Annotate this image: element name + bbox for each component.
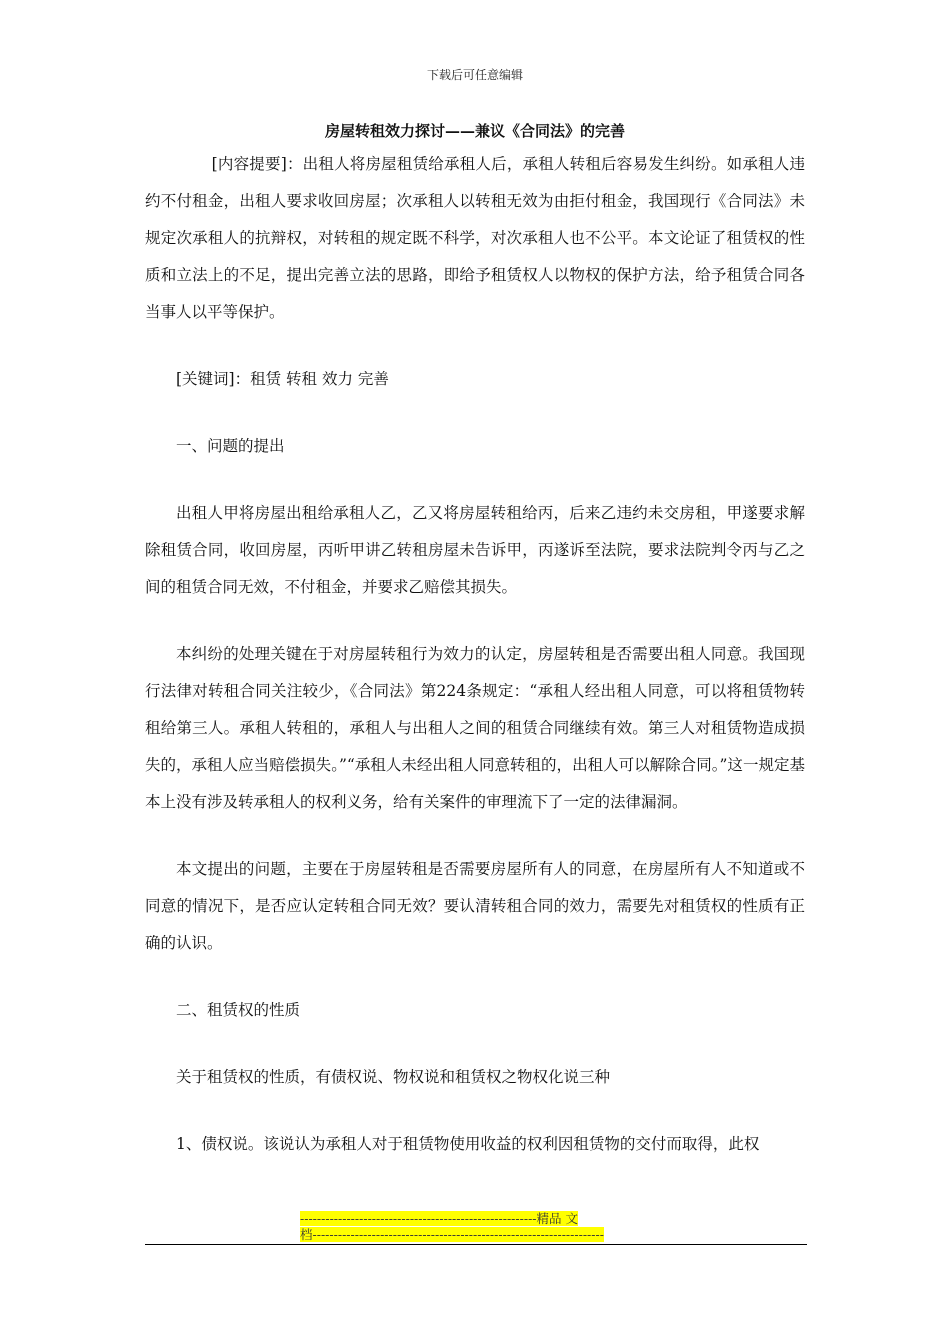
section-heading-1: 一、问题的提出 [176,437,285,455]
keywords-paragraph: [关键词]：租赁 转租 效力 完善 [176,370,389,388]
footer-highlight [300,1211,652,1243]
body-paragraph: 本纠纷的处理关键在于对房屋转租行为效力的认定，房屋转租是否需要出租人同意。我国现行法律对转租合同关注较少，《合同法》第224条规定：“承租人经出租人同意，可以将租赁物转租给第三人。承租人转租的，承租人与出租人之间的租赁合同继续有效。第三人对租赁物造成损失的，承租人应当赔偿损失。”“承租人未经出租人同意转租的，出租人可以解除合同。”这一规定基本上没有涉及转承租人的权利义务，给有关案件的审理流下了一定的法律漏洞。 [145,645,805,811]
body-paragraph: 本文提出的问题，主要在于房屋转租是否需要房屋所有人的同意，在房屋所有人不知道或不同意的情况下，是否应认定转租合同无效？要认清转租合同的效力，需要先对租赁权的性质有正确的认识。 [145,860,805,952]
body-paragraph: 1、债权说。该说认为承租人对于租赁物使用收益的权利因租赁物的交付而取得，此权 [176,1135,760,1153]
footer-rule [145,1244,807,1245]
body-paragraph: 关于租赁权的性质，有债权说、物权说和租赁权之物权化说三种 [176,1068,611,1086]
document-body [145,146,805,1163]
document-title: 房屋转租效力探讨——兼议《合同法》的完善 [324,122,625,140]
abstract-paragraph: [内容提要]：出租人将房屋租赁给承租人后，承租人转租后容易发生纠纷。如承租人违约不付租金，出租人要求收回房屋；次承租人以转租无效为由拒付租金，我国现行《合同法》未规定次承租人的抗辩权，对转租的规定既不科学，对次承租人也不公平。本文论证了租赁权的性质和立法上的不足，提出完善立法的思路，即给予租赁权人以物权的保护方法，给予租赁合同各当事人以平等保护。 [145,155,805,321]
body-paragraph: 出租人甲将房屋出租给承租人乙，乙又将房屋转租给丙，后来乙违约未交房租，甲遂要求解除租赁合同，收回房屋，丙听甲讲乙转租房屋未告诉甲，丙遂诉至法院，要求法院判令丙与乙之间的租赁合同无效，不付租金，并要求乙赔偿其损失。 [145,504,805,596]
section-heading-2: 二、租赁权的性质 [176,1001,301,1019]
footer-line-1: --------------------------------------------------------精品 文 [300,1211,578,1226]
header-note: 下载后可任意编辑 [426,68,523,82]
footer-line-2: 档--------------------------------------------------------------------- [300,1227,604,1242]
